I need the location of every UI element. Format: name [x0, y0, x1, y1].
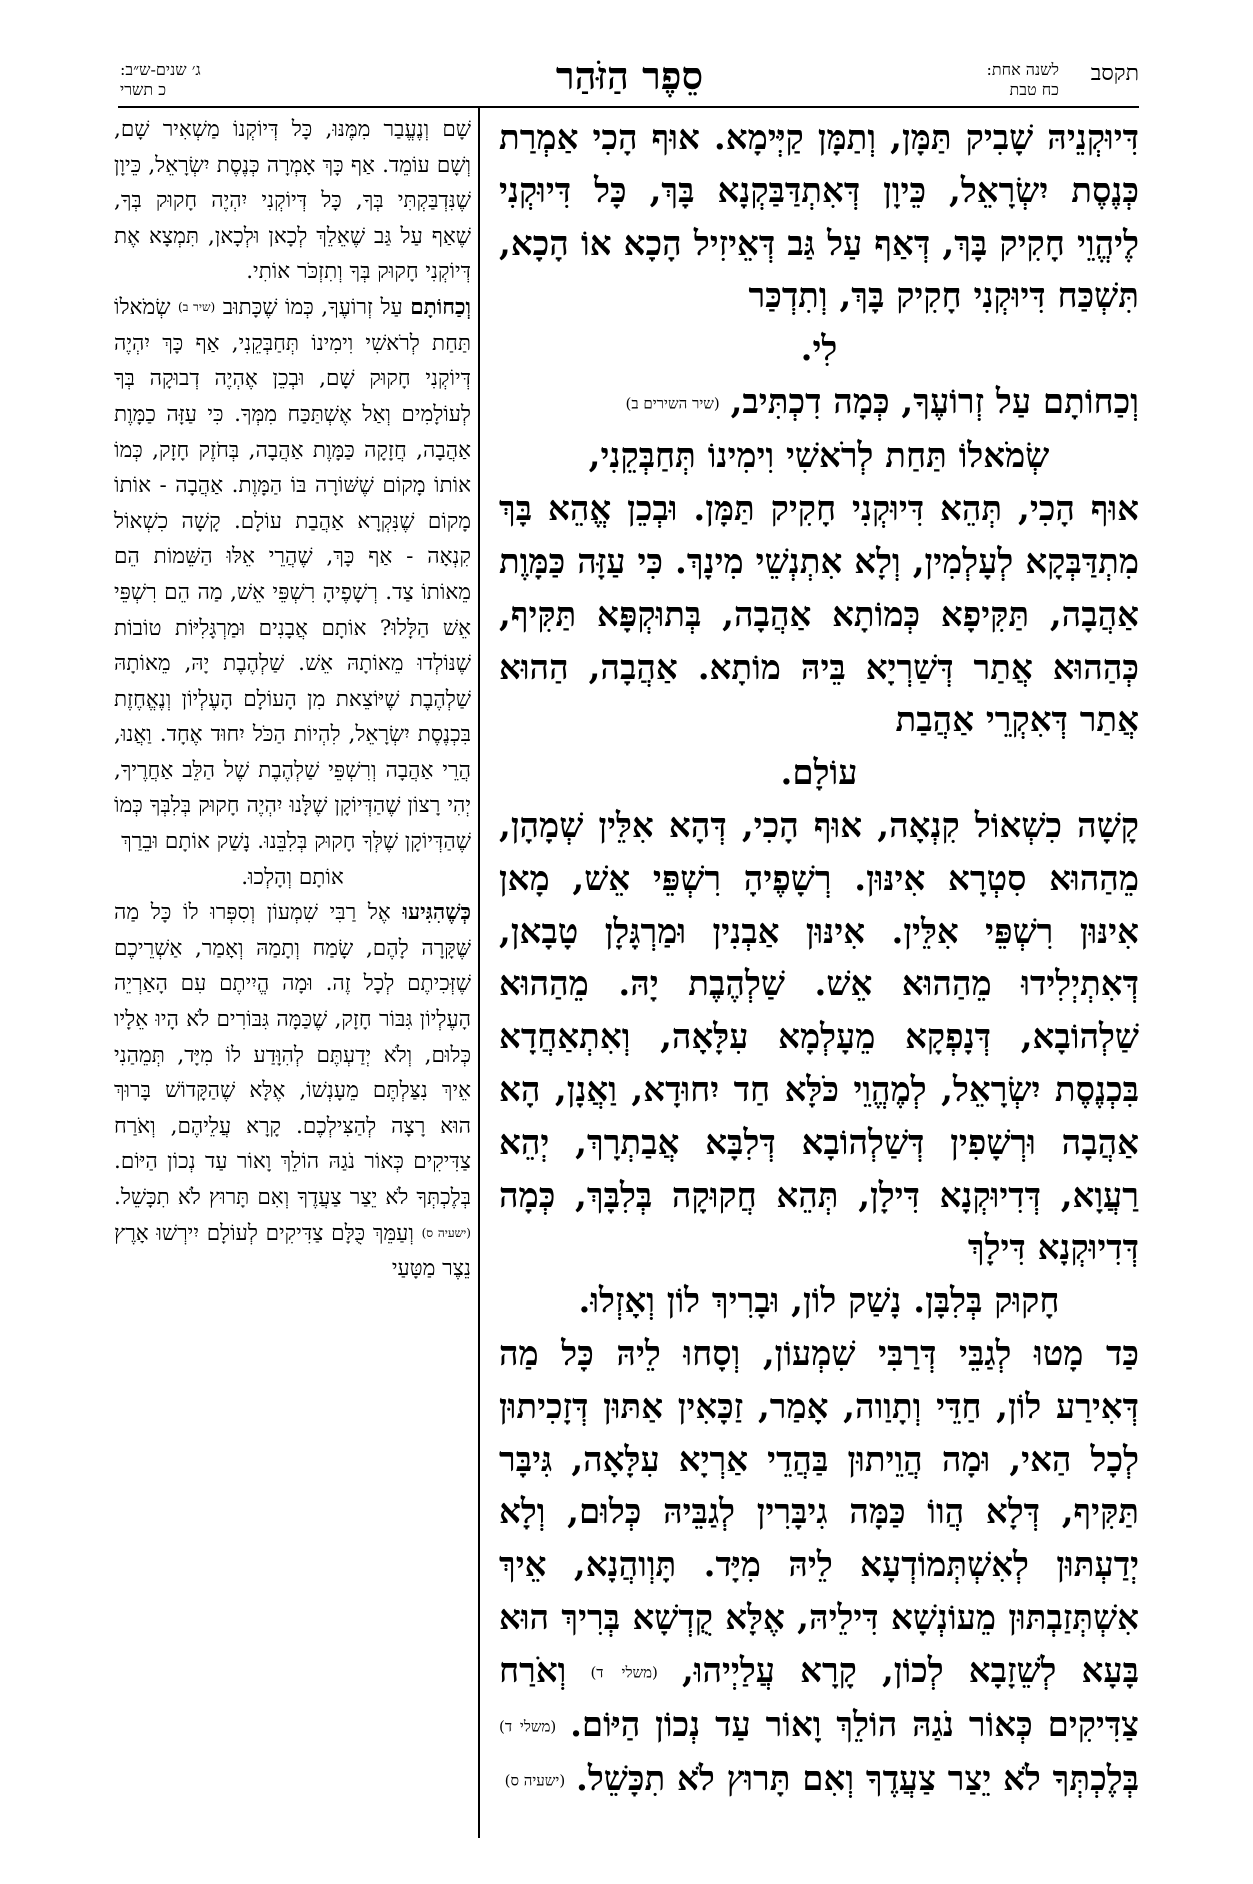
main-text: לִי.	[800, 329, 838, 370]
side-text: אוֹתָם וְהָלְכוּ.	[241, 864, 344, 890]
hebrew-translation-column	[114, 112, 471, 1287]
main-text: קָשָׁה כִשְׁאוֹל קִנְאָה, אוּף הָכִי, דְּהָא אִלֵּין שְׁמָהָן, מֵהַהוּא סִטְרָא אִינּוּן. רְשָׁפֶיהָ רִשְׁפֵּי אֵשׁ, מָאן אִינּוּן רִשְׁפֵּי אִלֵּין. אִינּוּן אַבְנִין וּמַרְגָּלָן טָבָאן, דְּאִתְיְלִידוּ מֵהַהוּא אֵשׁ. שַׁלְהֶבֶת יָהּ. מֵהַהוּא שַׁלְהוֹבָא, דְּנָפְקָא מֵעָלְמָא עִלָּאָה, וְאִתְאַחֲדָא בִּכְנֶסֶת יִשְׂרָאֵל, לְמֶהֱוֵי כֹּלָּא חַד יִחוּדָא, וַאֲנָן, הָא אַהֲבָה וּרְשָׁפִין דְּשַׁלְהוֹבָא דְּלִבָּא אֲבַתְרָךְ, יְהֵא רַעֲוָא, דְּדִיוּקְנָא דִּילָן, תְּהֵא חֲקוּקָה בְּלִבָּךְ, כְּמָה דְּדִיוּקְנָא דִּילָךְ	[499, 805, 1139, 1269]
side-text: שָׁם וְנֶעֱבַר מִמֶּנּוּ, כָּל דְּיוֹקְנוֹ מַשְׁאִיר שָׁם, וְשָׁם עוֹמֵד. אַף כָּךְ אָמְרָה כְּנֶסֶת יִשְׂרָאֵל, כֵּיוָן שֶׁנִּדְבַּקְתִּי בְּךָ, כָּל דְּיוֹקְנִי יִהְיֶה חָקוּק בְּךָ, שֶׁאַף עַל גַּב שֶׁאֵלֵךְ לְכָאן וּלְכָאן, תִּמְצָא אֶת דְּיוֹקְנִי חָקוּק בְּךָ וְתִזְכֹּר אוֹתִי.	[114, 117, 471, 285]
main-text: דִּיוּקְנֵיהּ שָׁבִיק תַּמָּן, וְתַמָּן קַיְּימָא. אוּף הָכִי אַמְרַת כְּנֶסֶת יִשְׂרָאֵל, כֵּיוָן דְּאִתְדַּבַּקְנָא בָּךְ, כָּל דִּיוּקְנִי לֶיהֱוֵי חָקִיק בָּךְ, דְּאַף עַל גַּב דְּאֵיזִיל הָכָא אוֹ הָכָא, תִּשְׁכַּח דִּיוּקְנִי חָקִיק בָּךְ, וְתִדְכַּר	[499, 118, 1139, 317]
header-rule	[118, 106, 1139, 108]
side-paragraph	[114, 895, 471, 1287]
verse-reference: (שיר ב)	[177, 300, 216, 315]
verse-reference: (משלי ד)	[590, 1663, 658, 1682]
study-cycle-label: לשנה אחת:	[986, 60, 1059, 79]
folio-number: תקסב	[1090, 61, 1139, 86]
main-paragraph-end	[499, 323, 1139, 376]
main-paragraph	[499, 112, 1139, 323]
main-paragraph-end	[499, 747, 1139, 800]
main-paragraph	[499, 483, 1139, 747]
verse-reference: (ישעיה ס)	[504, 1772, 566, 1791]
main-paragraph	[499, 1328, 1139, 1808]
main-text: וְאֹרַח צַדִּיקִים כְּאוֹר נֹגַהּ הוֹלֵךְ וָאוֹר עַד נְכוֹן הַיּוֹם.	[499, 1650, 1139, 1746]
column-divider	[478, 108, 480, 1838]
verse-reference: (ישעיה ס)	[421, 1225, 471, 1240]
lead-word: כְּשֶׁהִגִּיעוּ	[402, 900, 471, 926]
main-text: שְׂמֹאלוֹ תַּחַת לְרֹאשִׁי וִימִינוֹ תְּחַבְּקֵנִי,	[588, 436, 1050, 477]
main-text: בְּלֶכְתְּךָ לֹא יֵצַר צַעֲדֶךָ וְאִם תָּרוּץ לֹא תִכָּשֵׁל.	[576, 1759, 1139, 1800]
main-paragraph	[499, 800, 1139, 1275]
main-text: עוֹלָם.	[780, 753, 858, 794]
header-left-meta	[120, 60, 201, 100]
verse-quote	[499, 430, 1139, 483]
main-paragraph-end	[499, 1275, 1139, 1328]
main-paragraph	[499, 376, 1139, 430]
main-text: וְכַחוֹתָם עַל זְרוֹעֶךָ, כְּמָה דִכְתִּיב,	[730, 381, 1139, 422]
main-text: חָקוּק בְּלִבָּן. נָשַׁק לוֹן, וּבָרִיךְ לוֹן וְאָזְלוּ.	[578, 1281, 1060, 1322]
study-date: כח טבת	[1009, 80, 1059, 99]
side-paragraph	[114, 112, 471, 290]
side-text: עַל זְרוֹעֶךָ, כְּמוֹ שֶׁכָּתוּב	[222, 294, 403, 320]
side-paragraph-end	[114, 860, 471, 896]
verse-reference: (שיר השירים ב)	[625, 394, 720, 413]
main-text: כַּד מָטוּ לְגַבֵּי דְּרַבִּי שִׁמְעוֹן, וְסָחוּ לֵיהּ כָּל מַה דְּאִירַע לוֹן, חַדֵּי וְתָוַוה, אָמַר, זַכָּאִין אַתּוּן דְּזָכִיתוּן לְכָל הַאי, וּמָה הֲוֵיתוּן בַּהֲדֵי אַרְיָא עִלָּאָה, גִּיבָּר תַּקִּיף, דְּלָא הֲווֹ כַּמָּה גִיבָּרִין לְגַבֵּיהּ כְּלוּם, וְלָא יְדַעְתּוּן לְאִשְׁתְּמוֹדְעָא לֵיהּ מִיָּד. תָּוְוהֲנָא, אֵיךְ אִשְׁתְּזַבְתּוּן מֵעוֹנְשָׁא דִּילֵיהּ, אֶלָּא קֻדְשָׁא בְּרִיךְ הוּא בָּעָא לְשֵׁזָבָא לְכוֹן, קָרָא עֲלַיְיהוּ,	[499, 1333, 1139, 1691]
side-text: אֶל רַבִּי שִׁמְעוֹן וְסִפְּרוּ לוֹ כָּל מַה שֶּׁקָּרָה לָהֶם, שָׂמַח וְתָמַהּ וְאָמַר, אַשְׁרֵיכֶם שֶׁזְּכִיתֶם לְכָל זֶה. וּמָה הֱיִיתֶם עִם הָאַרְיֵה הָעֶלְיוֹן גִּבּוֹר חָזָק, שֶׁכַּמָּה גִּבּוֹרִים לֹא הָיוּ אֵלָיו כְּלוּם, וְלֹא יְדַעְתֶּם לְהִוָּדַע לוֹ מִיָּד, תְּמֵהַנִי אֵיךְ נִצַּלְתֶּם מֵעָנְשׁוֹ, אֶלָּא שֶׁהַקָּדוֹשׁ בָּרוּךְ הוּא רָצָה לְהַצִּילְכֶם. קָרָא עֲלֵיהֶם, וְאֹרַח צַדִּיקִים כְּאוֹר נֹגַהּ הוֹלֵךְ וָאוֹר עַד נְכוֹן הַיּוֹם. בְּלֶכְתְּךָ לֹא יֵצַר צַעֲדֶךָ וְאִם תָּרוּץ לֹא תִכָּשֵׁל.	[114, 900, 471, 1211]
lead-word: וְכַחוֹתָם	[410, 294, 471, 320]
side-text: שְׂמֹאלוֹ תַּחַת לְרֹאשִׁי וִימִינוֹ תְּחַבְּקֵנִי, אַף כָּךְ יִהְיֶה דְּיוֹקְנִי חָקוּק שָׁם, וּבְכֵן אֶהְיֶה דְבוּקָה בְּךָ לְעוֹלָמִים וְאַל אֶשְׁתַּכַּח מִמְּךָ. כִּי עַזָּה כַמָּוֶת אַהֲבָה, חֲזָקָה כַּמָּוֶת אַהֲבָה, בְּחֹזֶק חָזָק, כְּמוֹ אוֹתוֹ מָקוֹם שֶׁשּׁוֹרָה בּוֹ הַמָּוֶת. אַהֲבָה - אוֹתוֹ מָקוֹם שֶׁנִּקְרָא אַהֲבַת עוֹלָם. קָשָׁה כִשְׁאוֹל קִנְאָה - אַף כָּךְ, שֶׁהֲרֵי אֵלּוּ הַשֵּׁמוֹת הֵם מֵאוֹתוֹ צַד. רְשָׁפֶיהָ רִשְׁפֵּי אֵשׁ, מַה הֵם רִשְׁפֵּי אֵשׁ הַלָּלוּ? אוֹתָם אֲבָנִים וּמַרְגָּלִיּוֹת טוֹבוֹת שֶׁנּוֹלְדוּ מֵאוֹתָהּ אֵשׁ. שַׁלְהֶבֶת יָהּ, מֵאוֹתָהּ שַׁלְהֶבֶת שֶׁיּוֹצֵאת מִן הָעוֹלָם הָעֶלְיוֹן וְנֶאֱחֶזֶת בִּכְנֶסֶת יִשְׂרָאֵל, לִהְיוֹת הַכֹּל יִחוּד אֶחָד. וַאֲנוּ, הֲרֵי אַהֲבָה וְרִשְׁפֵּי שַׁלְהֶבֶת שֶׁל הַלֵּב אַחֲרֶיךָ, יְהִי רָצוֹן שֶׁהַדְּיוֹקָן שֶׁלָּנוּ יִהְיֶה חָקוּק בְּלִבְּךָ כְּמוֹ שֶׁהַדְּיוֹקָן שֶׁלְּךָ חָקוּק בְּלִבֵּנוּ. נָשַׁק אוֹתָם וּבֵרַךְ	[114, 294, 471, 855]
alt-cycle-label: ג׳ שנים-ש״ב:	[120, 60, 201, 79]
side-paragraph	[114, 290, 471, 860]
aramaic-column	[499, 112, 1139, 1808]
side-text: וְעַמֵּךְ כֻּלָּם צַדִּיקִים לְעוֹלָם יִירְשׁוּ אָרֶץ נֵצֶר מַטָּעַי	[114, 1220, 471, 1282]
verse-reference: (משלי ד)	[499, 1717, 557, 1736]
page-header	[120, 54, 1139, 102]
book-title: סֵפֶר הַזֹּהַר	[555, 53, 704, 98]
main-text: אוּף הָכִי, תְּהֵא דִּיוּקְנִי חָקִיק תַּמָּן. וּבְכֵן אֱהֵא בָּךְ מִתְדַּבְּקָא לְעָלְמִין, וְלָא אִתְנְשֵׁי מִינָךְ. כִּי עַזָּה כַּמָּוֶת אַהֲבָה, תַּקִּיפָא כְּמוֹתָא אַהֲבָה, בְּתוּקְפָּא תַּקִּיף, כְּהַהוּא אֲתַר דְּשַׁרְיָא בֵּיהּ מוֹתָא. אַהֲבָה, הַהוּא אֲתַר דְּאִקְרֵי אַהֲבַת	[499, 489, 1139, 741]
alt-cycle-date: כ תשרי	[120, 80, 167, 99]
